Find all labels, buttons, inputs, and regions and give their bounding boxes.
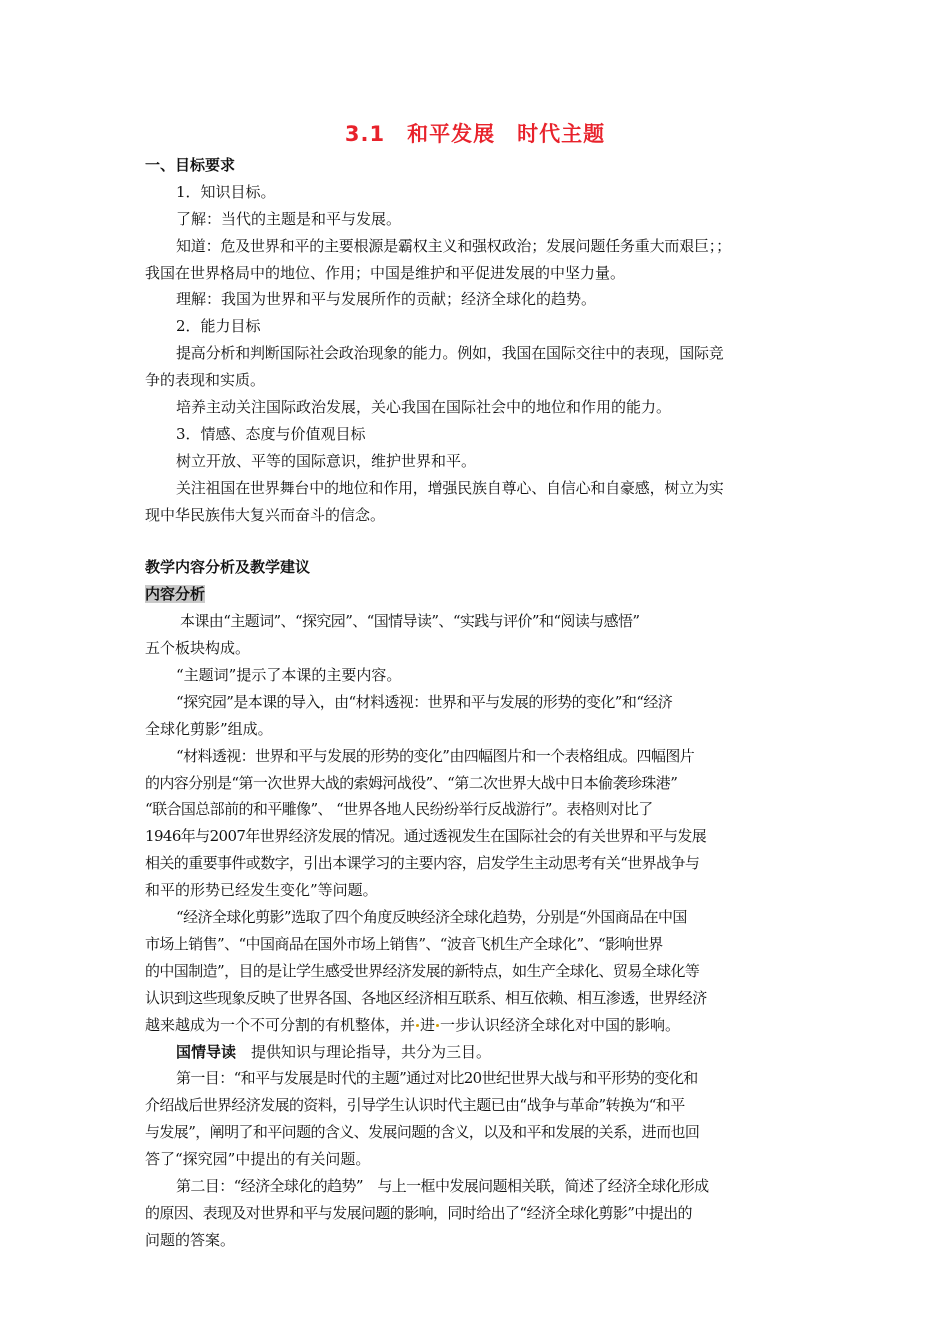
- text-segment: 越来越成为一个不可分割的有机整体，并: [145, 1015, 416, 1034]
- document-body: [145, 152, 809, 1254]
- paragraph: 问题的答案。: [145, 1230, 236, 1249]
- text-segment: 一步认识经济全球化对中国的影响。: [440, 1015, 681, 1034]
- paragraph: [145, 1039, 809, 1066]
- paragraph: 理解：我国为世界和平与发展所作的贡献；经济全球化的趋势。: [176, 290, 597, 309]
- paragraph: 全球化剪影”组成。: [145, 719, 273, 738]
- paragraph: 2．能力目标: [176, 317, 261, 336]
- text-segment: 提供知识与理论指导，共分为三目。: [236, 1042, 492, 1061]
- paragraph: 知道：危及世界和平的主要根源是霸权主义和强权政治；发展问题任务重大而艰巨；；: [176, 236, 731, 255]
- paragraph: 了解：当代的主题是和平与发展。: [176, 209, 402, 228]
- paragraph: 争的表现和实质。: [145, 371, 266, 390]
- section-heading-analysis: 教学内容分析及教学建议: [145, 558, 311, 577]
- paragraph: 1946年与2007年世界经济发展的情况。通过透视发生在国际社会的有关世界和平与发展: [145, 827, 707, 846]
- inline-heading: 国情导读: [176, 1042, 237, 1061]
- section-heading-goals: 一、目标要求: [145, 156, 236, 174]
- spacer: [145, 528, 809, 554]
- paragraph: [145, 1012, 809, 1039]
- subheading-content-analysis: 内容分析: [145, 585, 206, 604]
- paragraph: 树立开放、平等的国际意识，维护世界和平。: [176, 451, 477, 470]
- paragraph: 市场上销售”、“中国商品在国外市场上销售”、“波音飞机生产全球化”、“影响世界: [145, 934, 663, 953]
- paragraph: 1．知识目标。: [176, 182, 276, 201]
- paragraph: 的中国制造”，目的是让学生感受世界经济发展的新特点，如生产全球化、贸易全球化等: [145, 961, 700, 980]
- paragraph: 的原因、表现及对世界和平与发展问题的影响，同时给出了“经济全球化剪影”中提出的: [145, 1203, 692, 1222]
- paragraph: 与发展”，阐明了和平问题的含义、发展问题的含义，以及和平和发展的关系，进而也回: [145, 1123, 700, 1142]
- paragraph: 五个板块构成。: [145, 639, 251, 658]
- paragraph: “材料透视：世界和平与发展的形势的变化”由四幅图片和一个表格组成。四幅图片: [176, 746, 695, 765]
- document-title: 3.1 和平发展 时代主题: [344, 122, 606, 146]
- paragraph: “联合国总部前的和平雕像”、 “世界各地人民纷纷举行反战游行”。表格则对比了: [145, 800, 653, 819]
- paragraph: 我国在世界格局中的地位、作用；中国是维护和平促进发展的中坚力量。: [145, 263, 626, 282]
- paragraph: 培养主动关注国际政治发展，关心我国在国际社会中的地位和作用的能力。: [176, 398, 672, 417]
- paragraph: “主题词”提示了本课的主要内容。: [176, 666, 402, 685]
- highlight-dot: [416, 1024, 419, 1027]
- paragraph: “经济全球化剪影”选取了四个角度反映经济全球化趋势，分别是“外国商品在中国: [176, 908, 687, 927]
- paragraph: 现中华民族伟大复兴而奋斗的信念。: [145, 505, 386, 524]
- paragraph: 本课由“主题词”、“探究园”、“国情导读”、“实践与评价”和“阅读与感悟”: [180, 612, 640, 631]
- paragraph: 答了“探究园”中提出的有关问题。: [145, 1150, 371, 1169]
- text-segment: 进: [420, 1015, 436, 1034]
- paragraph: “探究园”是本课的导入，由“材料透视：世界和平与发展的形势的变化”和“经济: [176, 692, 673, 711]
- paragraph: 第二目：“经济全球化的趋势” 与上一框中发展问题相关联，简述了经济全球化形成: [176, 1176, 709, 1195]
- paragraph: 的内容分别是“第一次世界大战的索姆河战役”、“第二次世界大战中日本偷袭珍珠港”: [145, 773, 678, 792]
- paragraph: 关注祖国在世界舞台中的地位和作用，增强民族自尊心、自信心和自豪感，树立为实: [176, 478, 724, 497]
- paragraph: 3．情感、态度与价值观目标: [176, 424, 366, 443]
- paragraph: 和平的形势已经发生变化”等问题。: [145, 881, 378, 900]
- paragraph: 第一目：“和平与发展是时代的主题”通过对比20世纪世界大战与和平形势的变化和: [176, 1069, 698, 1088]
- paragraph: 介绍战后世界经济发展的资料，引导学生认识时代主题已由“战争与革命”转换为“和平: [145, 1096, 685, 1115]
- paragraph: 提高分析和判断国际社会政治现象的能力。例如，我国在国际交往中的表现，国际竞: [176, 344, 724, 363]
- paragraph: 相关的重要事件或数字，引出本课学习的主要内容，启发学生主动思考有关“世界战争与: [145, 854, 700, 873]
- highlight-dot: [436, 1024, 439, 1027]
- paragraph: 认识到这些现象反映了世界各国、各地区经济相互联系、相互依赖、相互渗透，世界经济: [145, 988, 707, 1007]
